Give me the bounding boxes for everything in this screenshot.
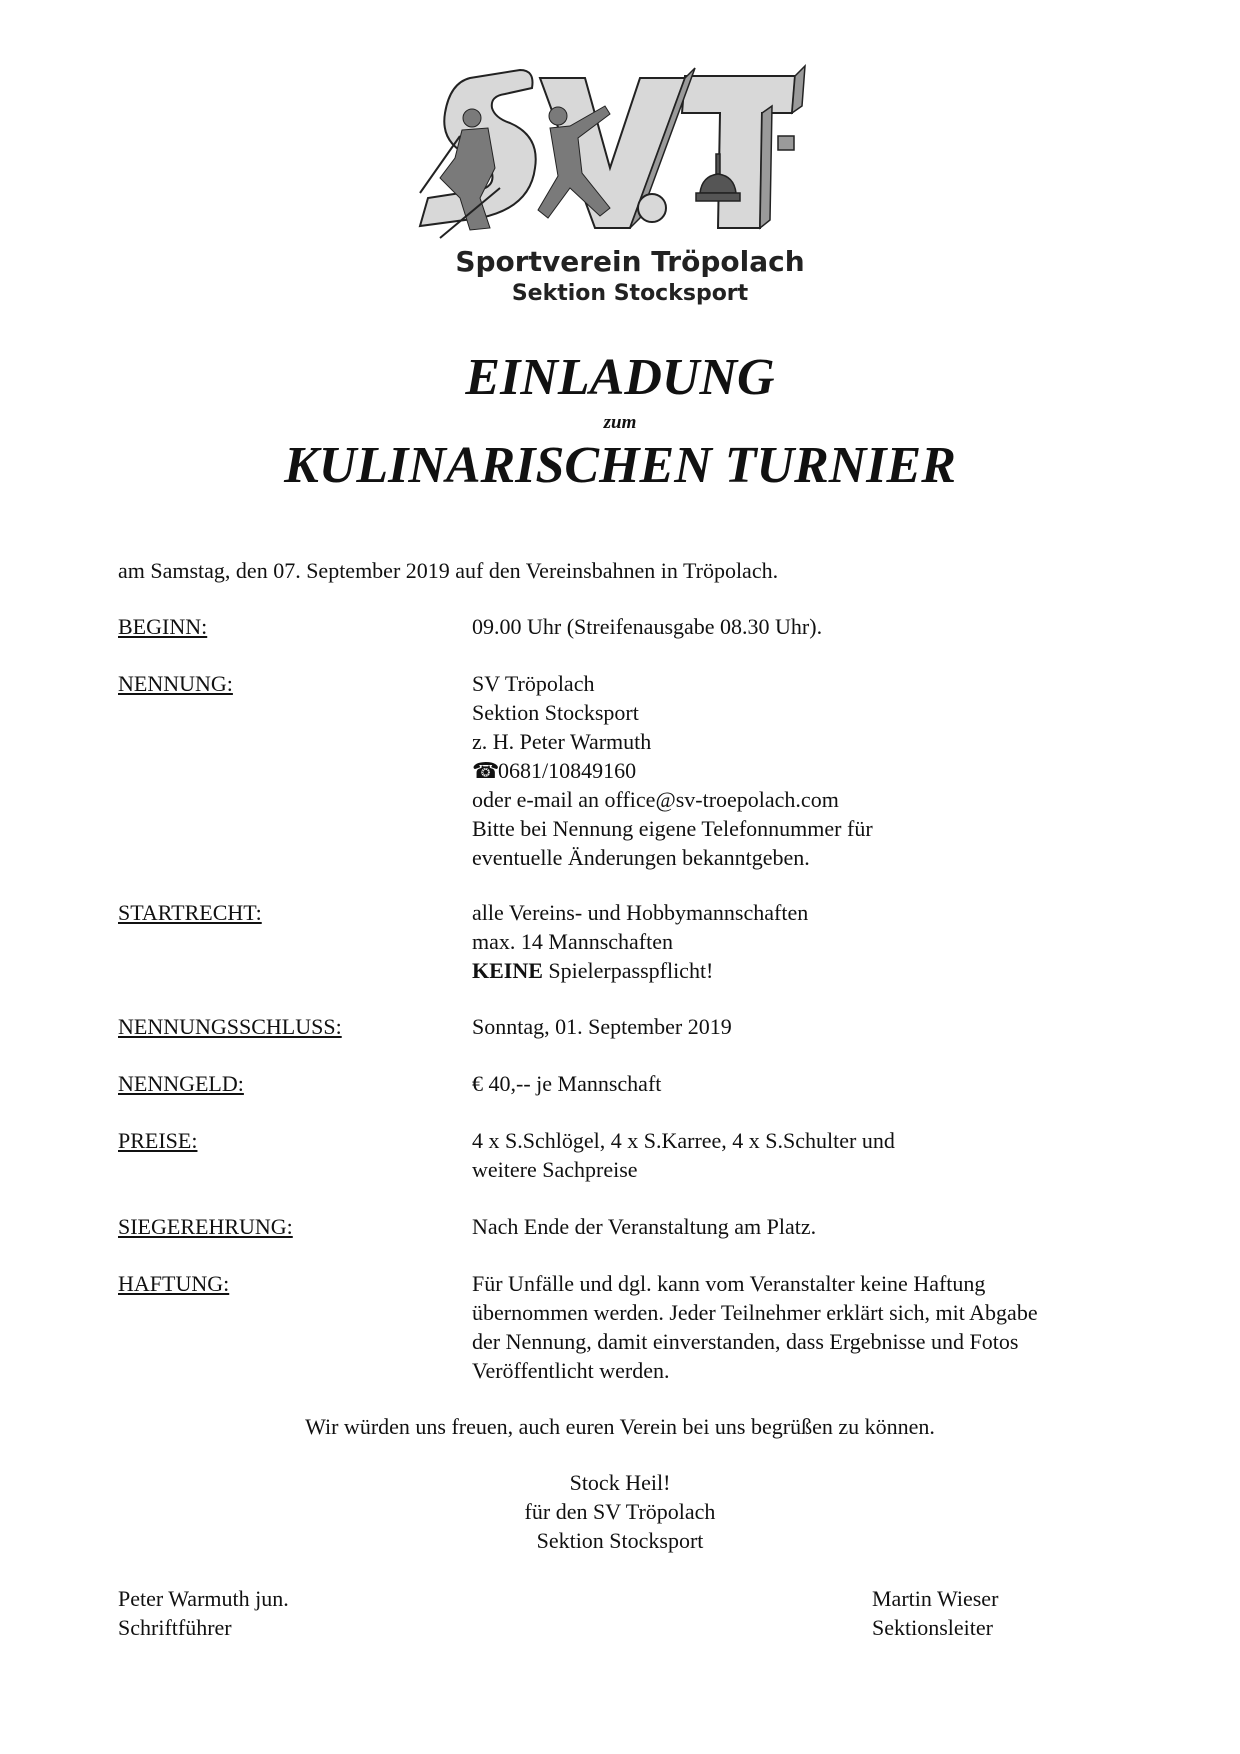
label-startrecht: STARTRECHT:	[118, 900, 262, 925]
value-startrecht	[472, 898, 808, 985]
startrecht-keine: KEINE	[472, 958, 543, 983]
greeting-line: für den SV Tröpolach	[524, 1499, 716, 1524]
startrecht-rest: Spielerpasspflicht!	[542, 958, 714, 983]
label-haftung: HAFTUNG:	[118, 1271, 230, 1296]
haftung-line: der Nennung, damit einverstanden, dass Ergebnisse und Fotos	[472, 1329, 1019, 1354]
label-nennungsschluss: NENNUNGSSCHLUSS:	[118, 1014, 342, 1039]
label-beginn: BEGINN:	[118, 614, 208, 639]
title-zum: zum	[603, 412, 637, 433]
signature-right-role: Sektionsleiter	[872, 1615, 993, 1640]
label-nenngeld: NENNGELD:	[118, 1071, 244, 1096]
signature-right	[872, 1584, 998, 1642]
logo-graphic	[400, 58, 860, 308]
nennung-line: oder e-mail an office@sv-troepolach.com	[472, 787, 839, 812]
logo-text-section: Sektion Stocksport	[511, 281, 749, 306]
title-turnier: KULINARISCHEN TURNIER	[284, 437, 956, 494]
haftung-line: Veröffentlicht werden.	[472, 1358, 670, 1383]
value-nennungsschluss: Sonntag, 01. September 2019	[472, 1014, 732, 1039]
nennung-line: SV Tröpolach	[472, 671, 595, 696]
label-nennung: NENNUNG:	[118, 671, 233, 696]
signature-left-name: Peter Warmuth jun.	[118, 1586, 289, 1611]
nennung-phone	[472, 756, 873, 785]
club-logo	[400, 58, 860, 308]
intro-text: am Samstag, den 07. September 2019 auf den Vereinsbahnen in Tröpolach.	[118, 558, 779, 583]
nennung-line: z. H. Peter Warmuth	[472, 729, 652, 754]
startrecht-line: alle Vereins- und Hobbymannschaften	[472, 900, 809, 925]
value-nennung	[472, 669, 873, 872]
title-einladung: EINLADUNG	[465, 349, 775, 406]
nennung-line: Sektion Stocksport	[472, 700, 639, 725]
value-preise	[472, 1126, 895, 1184]
logo-text-club: Sportverein Tröpolach	[455, 245, 805, 278]
closing-text: Wir würden uns freuen, auch euren Verein bei uns begrüßen zu können.	[305, 1414, 935, 1439]
nennung-line: eventuelle Änderungen bekanntgeben.	[472, 845, 810, 870]
label-preise: PREISE:	[118, 1128, 198, 1153]
preise-line: weitere Sachpreise	[472, 1157, 638, 1182]
value-beginn: 09.00 Uhr (Streifenausgabe 08.30 Uhr).	[472, 614, 823, 639]
signature-left	[118, 1584, 289, 1642]
value-siegerehrung: Nach Ende der Veranstaltung am Platz.	[472, 1214, 817, 1239]
startrecht-line: max. 14 Mannschaften	[472, 929, 673, 954]
phone-number: 0681/10849160	[498, 758, 637, 783]
label-siegerehrung: SIEGEREHRUNG:	[118, 1214, 293, 1239]
haftung-line: übernommen werden. Jeder Teilnehmer erklärt sich, mit Abgabe	[472, 1300, 1038, 1325]
telephone-icon: ☎	[472, 758, 500, 783]
greeting-line: Sektion Stocksport	[536, 1528, 704, 1553]
signature-right-name: Martin Wieser	[872, 1586, 999, 1611]
haftung-line: Für Unfälle und dgl. kann vom Veranstalter keine Haftung	[472, 1271, 986, 1296]
value-haftung	[472, 1269, 1038, 1385]
greeting-line: Stock Heil!	[569, 1470, 671, 1495]
signature-left-role: Schriftführer	[118, 1615, 232, 1640]
value-nenngeld: € 40,-- je Mannschaft	[472, 1071, 662, 1096]
startrecht-line	[472, 956, 808, 985]
preise-line: 4 x S.Schlögel, 4 x S.Karree, 4 x S.Schulter und	[472, 1128, 895, 1153]
nennung-line: Bitte bei Nennung eigene Telefonnummer für	[472, 816, 873, 841]
